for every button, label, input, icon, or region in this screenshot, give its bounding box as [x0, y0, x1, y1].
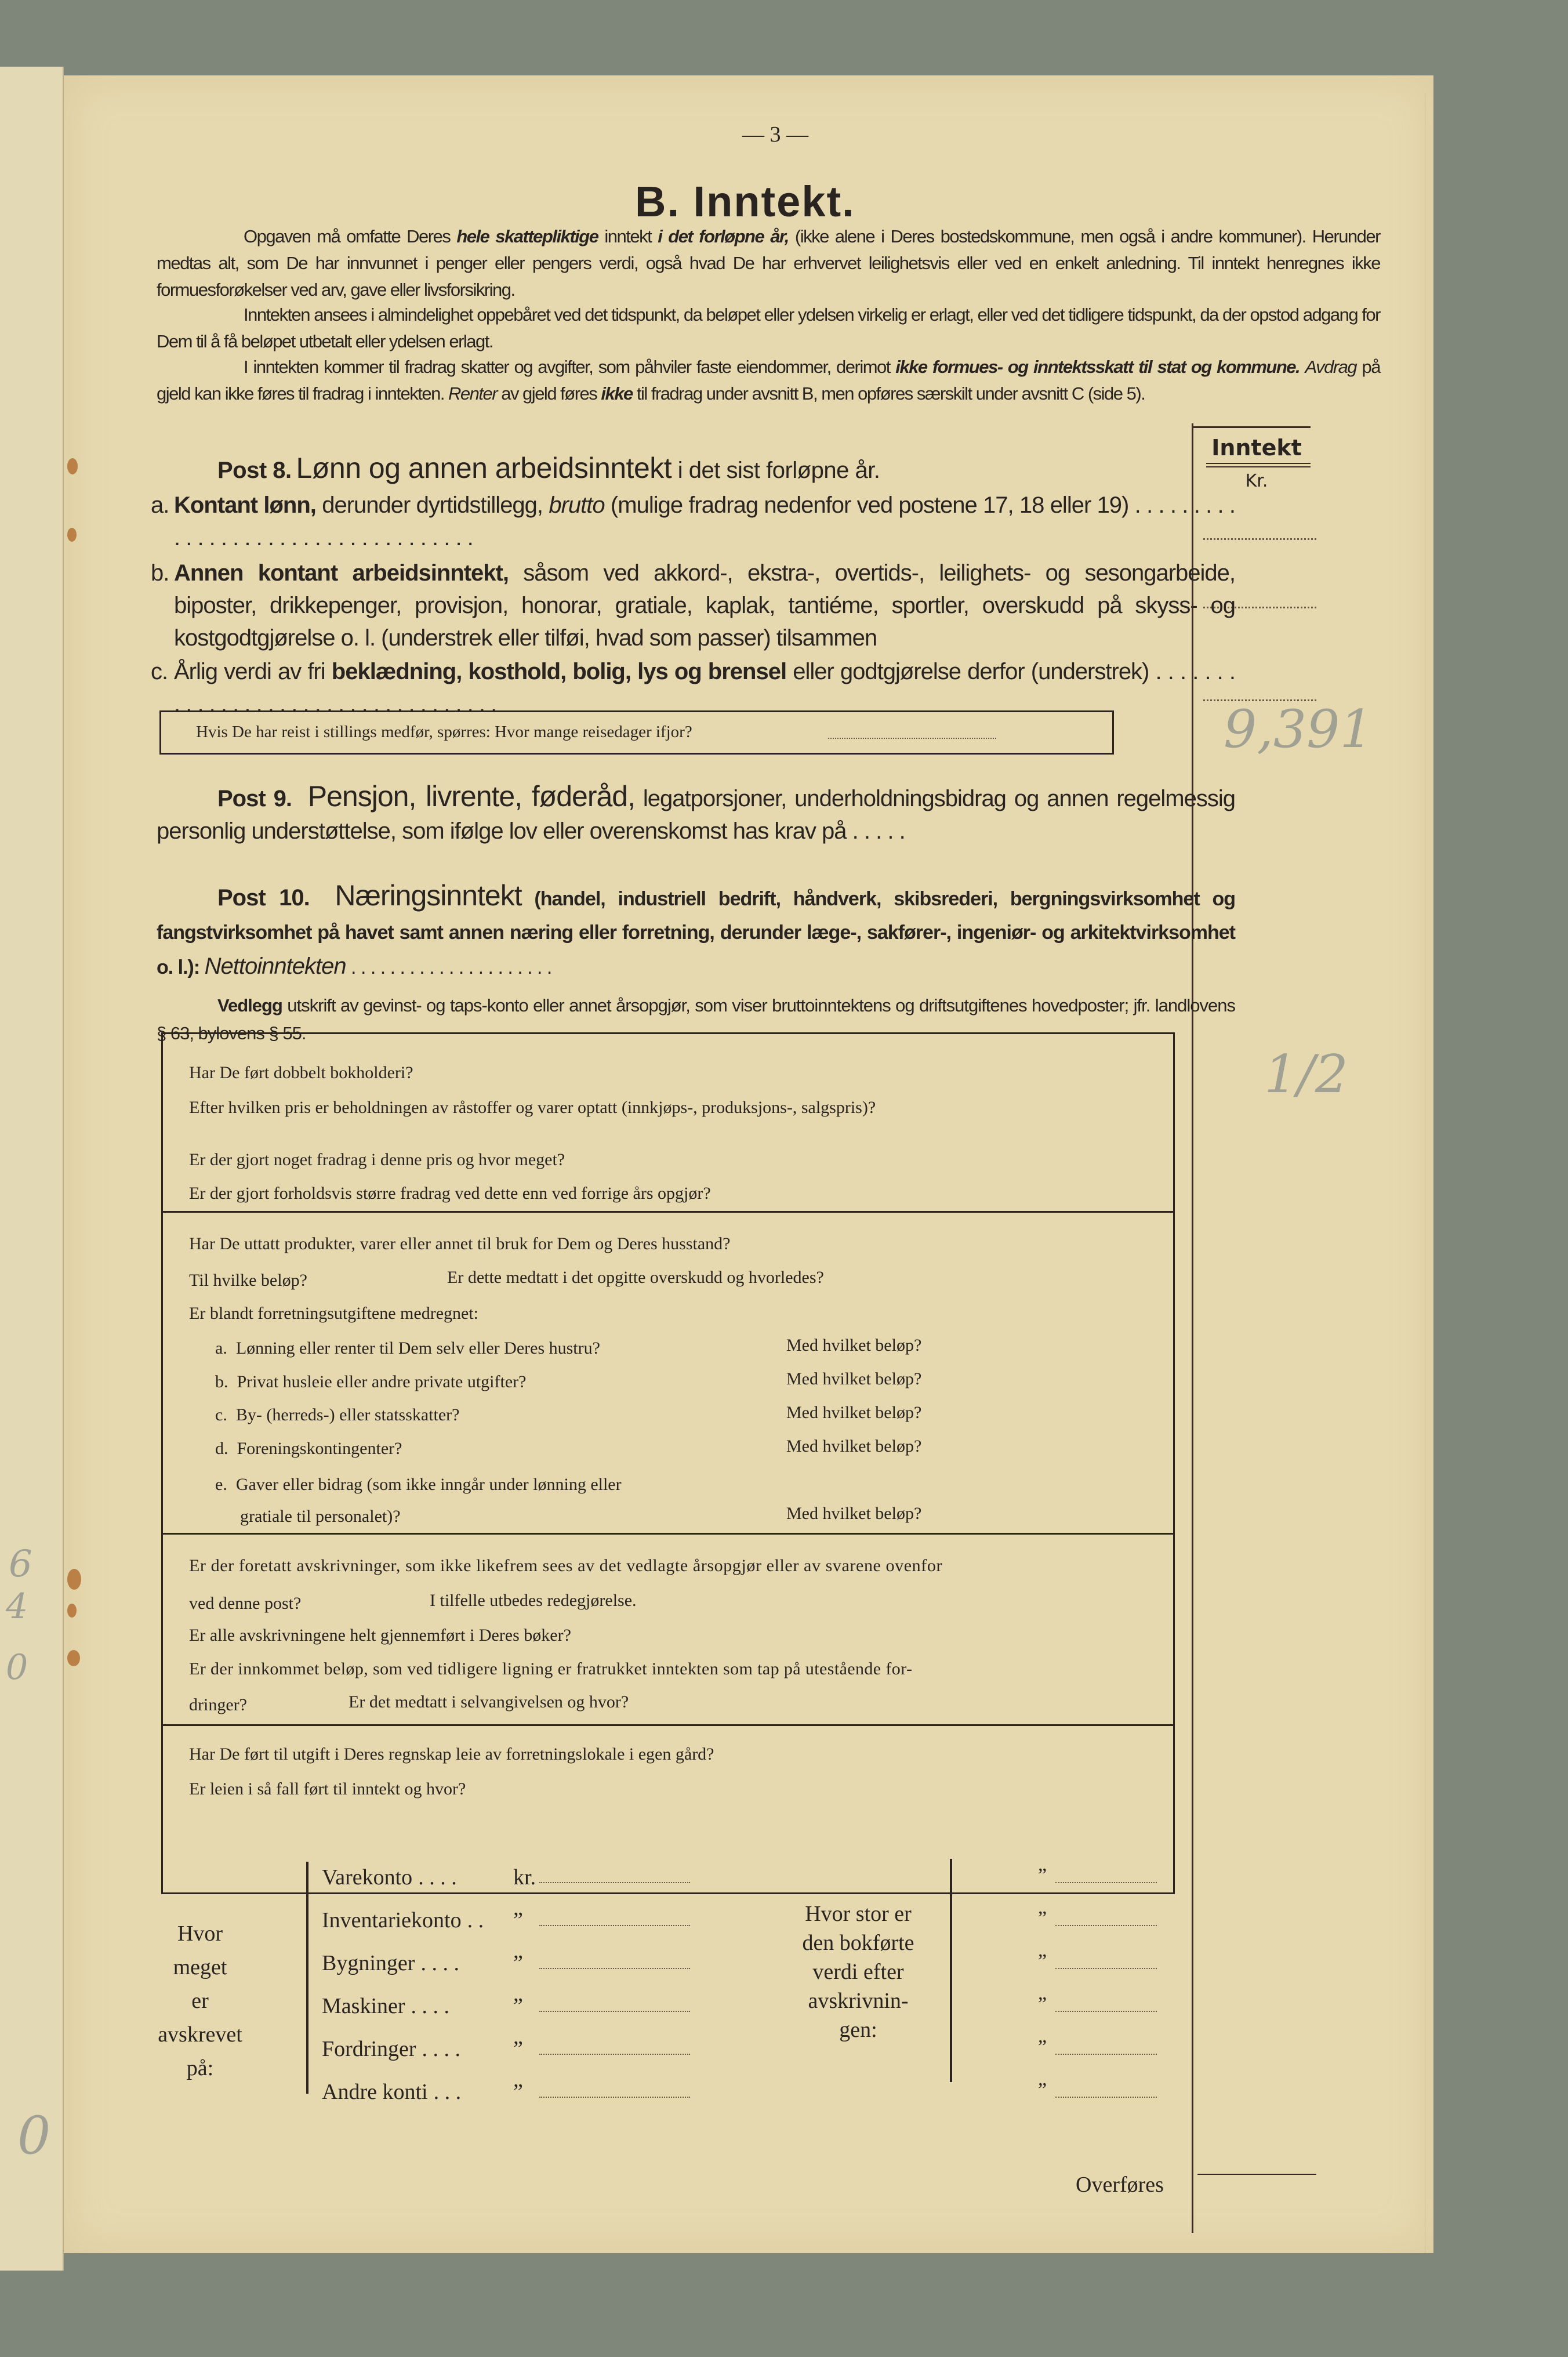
section-title: B. Inntekt. [635, 177, 855, 226]
depreciation-amount-field[interactable] [539, 1968, 690, 1969]
column-header-inntekt: Inntekt [1211, 435, 1302, 460]
handwritten-left-4: 4 [6, 1586, 28, 1627]
brace-left [306, 1862, 308, 2094]
text: derunder dyrtidstillegg, [315, 492, 549, 518]
q-depreciation: Er der foretatt avskrivninger, som ikke likefrem sees av det vedlagte årsopgjør eller av svarene ovenfor [189, 1556, 943, 1575]
column-header-rule [1206, 463, 1311, 464]
q-larger-deduction: Er der gjort forholdsvis større fradrag ved dette enn ved forrige års opgjør? [189, 1184, 711, 1203]
q-included-where: Er det medtatt i selvangivelsen og hvor? [349, 1692, 629, 1711]
column-unit: Kr. [1245, 471, 1268, 491]
account-row [322, 1950, 523, 1976]
depreciation-amount-field[interactable] [539, 2011, 690, 2012]
post9: Post 9. Pensjon, livrente, føderåd, legatporsjoner, underholdningsbidrag og annen regelmessig personlig understøttelse, som ifølge lov eller overenskomst has krav på . . . . . [157, 780, 1235, 844]
account-row [322, 1993, 523, 2019]
divider [163, 1533, 1173, 1535]
book-value-field[interactable] [1055, 1968, 1157, 1969]
handwritten-left-6: 6 [9, 1543, 32, 1586]
intro-paragraph-3 [157, 354, 1380, 407]
leader-dots: . . . . [420, 1951, 459, 1975]
q-withdrawn-goods: Har De uttatt produkter, varer eller annet til bruk for Dem og Deres husstand? [189, 1234, 731, 1253]
text: av gjeld føres [497, 383, 601, 404]
stain [67, 458, 78, 474]
unit: ” [513, 1951, 523, 1975]
q-included: Er dette medtatt i det opgitte overskudd og hvorledes? [447, 1268, 824, 1287]
expense-item-d [215, 1439, 402, 1459]
account-name: Maskiner [322, 1994, 405, 2018]
label-line: avskrivnin- [808, 1989, 909, 2013]
emphasis: ikke formues- og inntektsskatt til stat og kommune. [895, 357, 1300, 377]
stain [67, 1604, 77, 1618]
business-questions-box [161, 1032, 1175, 1894]
text: (handel, industriell bedrift, håndverk, skibsrederi, bergningsvirksomhet og fangstvirksomhet på havet samt annen næring eller forretning, derunder læge-, sakfører-, ingeniør- og arkitektvirksomhet o. l.): [157, 888, 1235, 978]
handwritten-fraction: 1/2 [1264, 1044, 1348, 1105]
travel-question-box [159, 710, 1114, 755]
item-bold: Annen kontant arbeidsinntekt, [174, 560, 509, 586]
travel-days-field[interactable] [828, 738, 996, 739]
account-name: Varekonto [322, 1865, 413, 1890]
handwritten-left-bottom: 0 [17, 2105, 51, 2166]
page-number: — 3 — [742, 122, 808, 147]
text: eller godtgjørelse derfor (understrek) [786, 659, 1149, 684]
text: (ikke alene i Deres bostedskommune, men også i andre kommuner). Herunder medtas alt, som De har innvunnet i penger eller pengers verdi, også hvad De har erhvervet leilighetsvis eller ved en enkelt anledning. Til inntekt henregnes ikke formuesforøkelser ved arv, gave eller livsforsikring. [157, 226, 1380, 300]
text: I inntekten kommer til fradrag skatter og avgifter, som påhviler faste eiendommer, derimot [244, 357, 896, 377]
emphasis: brutto [549, 492, 605, 518]
amount-question-b: Med hvilket beløp? [786, 1369, 922, 1388]
depreciation-amount-field[interactable] [539, 2097, 690, 2098]
amount-question-c: Med hvilket beløp? [786, 1403, 922, 1422]
expense-item-e [215, 1475, 622, 1495]
handwritten-amount: 9,391 [1224, 699, 1373, 760]
item-letter: a. [215, 1339, 227, 1358]
text: Årlig verdi av fri [174, 659, 332, 684]
book-value-field[interactable] [1055, 1882, 1157, 1883]
amount-question-a: Med hvilket beløp? [786, 1336, 922, 1355]
label-line: på: [186, 2056, 214, 2080]
depreciation-right-label [800, 1899, 916, 2044]
amount-question-e: Med hvilket beløp? [786, 1504, 922, 1523]
emphasis: i det forløpne år, [658, 226, 789, 246]
ditto-mark: ” [1038, 1908, 1047, 1929]
item-letter: e. [215, 1475, 227, 1494]
emphasis: Nettoinntekten [204, 953, 346, 979]
intro-paragraph-1 [157, 223, 1380, 303]
brace-right [950, 1859, 952, 2082]
account-name: Inventariekonto [322, 1908, 462, 1932]
q-recovered-loss: Er der innkommet beløp, som ved tidligere ligning er fratrukket inntekten som tap på utestående for- [189, 1659, 913, 1678]
text: inntekt [598, 226, 658, 246]
text: (mulige fradrag nedenfor ved postene 17, 18 eller 19) [604, 492, 1129, 518]
text: legatporsjoner, underholdningsbidrag og annen regelmessig personlig understøttelse, som ifølge lov eller overenskomst has krav på [157, 786, 1235, 844]
handwritten-left-0: 0 [6, 1647, 28, 1688]
account-row [322, 1865, 536, 1890]
total-rule [1197, 2174, 1316, 2175]
travel-question: Hvis De har reist i stillings medfør, spørres: Hvor mange reisedager ifjor? [196, 723, 692, 741]
emphasis: hele skattepliktige [456, 226, 598, 246]
q-expenses-intro: Er blandt forretningsutgiftene medregnet: [189, 1304, 478, 1323]
expense-item-e-cont: gratiale til personalet)? [240, 1507, 401, 1526]
expense-item-c [215, 1405, 460, 1425]
post-label: Post 9. [217, 786, 292, 811]
item-letter: c. [215, 1405, 227, 1424]
divider [163, 1724, 1173, 1726]
q-price-deduction: Er der gjort noget fradrag i denne pris og hvor meget? [189, 1150, 565, 1169]
q-inventory-price: Efter hvilken pris er beholdningen av råstoffer og varer optatt (innkjøps-, produksjons-, salgspris)? [189, 1098, 876, 1117]
text: til fradrag under avsnitt B, men opføres særskilt under avsnitt C (side 5). [632, 383, 1145, 404]
book-value-field[interactable] [1055, 2054, 1157, 2055]
account-name: Bygninger [322, 1951, 415, 1975]
unit: ” [513, 1908, 523, 1932]
unit: ” [513, 2037, 523, 2061]
ditto-mark: ” [1038, 1993, 1047, 2015]
ditto-mark: ” [1038, 2036, 1047, 2058]
post-title: Næringsinntekt [335, 879, 522, 912]
depreciation-left-label [151, 1917, 249, 2085]
ditto-mark: ” [1038, 1865, 1047, 1886]
leader-dots: . . . . [422, 2037, 461, 2061]
stain [67, 1650, 80, 1666]
account-name: Fordringer [322, 2037, 416, 2061]
text: Gaver eller bidrag (som ikke inngår under lønning eller [235, 1475, 622, 1494]
item-letter: b. [215, 1372, 228, 1391]
post-title: Lønn og annen arbeidsinntekt [296, 452, 672, 484]
label-line: den bokførte [802, 1931, 914, 1955]
depreciation-amount-field[interactable] [539, 1925, 690, 1926]
label-line: verdi efter [812, 1960, 904, 1984]
account-row [322, 1908, 523, 1933]
q-explanation: I tilfelle utbedes redegjørelse. [430, 1591, 637, 1610]
book-value-field[interactable] [1055, 1925, 1157, 1926]
post10: Post 10. Næringsinntekt (handel, industriell bedrift, håndverk, skibsrederi, bergningsvirksomhet og fangstvirksomhet på havet samt annen næring eller forretning, derunder læge-, sakfører-, ingeniør- og arkitektvirksomhet o. l.): Nettoinntekten . . . . . . . . . . . . . . . . . . . . . [157, 879, 1235, 979]
item-bold: beklædning, kosthold, bolig, lys og brensel [331, 659, 787, 684]
post8-item-a: a. Kontant lønn, derunder dyrtidstillegg, brutto (mulige fradrag nedenfor ved postene 17, 18 eller 19) . . . . . . . . . . . . . . . . . . . . . . . . . . . . . . . . . . . [174, 489, 1235, 554]
depreciation-amount-field[interactable] [539, 1882, 690, 1883]
leader-dots: . . [467, 1908, 484, 1932]
text: Opgaven må omfatte Deres [244, 226, 457, 246]
account-row [322, 2036, 523, 2062]
text: på gjeld kan ikke føres til fradrag i inntekten. [157, 357, 1380, 404]
q-depreciation-post: ved denne post? [189, 1594, 302, 1613]
q-recovered-loss-cont: dringer? [189, 1695, 247, 1714]
intro-paragraph-2: Inntekten ansees i almindelighet oppebåret ved det tidspunkt, da beløpet eller ydelsen virkelig er erlagt, eller ved det tidligere tidspunkt, da der opstod adgang for Dem til å få beløpet utbetalt eller ydelsen erlagt. [157, 304, 1380, 351]
text: såsom ved akkord-, ekstra-, overtids-, leilighets- og sesongarbeide, biposter, drikkepenger, provisjon, honorar, gratiale, kaplak, tantiéme, sportler, overskudd på skyss- og kostgodtgjørelse o. l. (understrek eller tilføi, hvad som passer) tilsammen [174, 560, 1236, 651]
label-line: gen: [839, 2018, 877, 2042]
text: Foreningskontingenter? [237, 1439, 402, 1458]
post8-item-b [151, 557, 1236, 654]
post8-item-c: c. Årlig verdi av fri beklædning, kosthold, bolig, lys og brensel eller godtgjørelse derfor (understrek) . . . . . . . . . . . . . . . . . . . . . . . . . . . . . . . . . . . [174, 655, 1235, 720]
depreciation-amount-field[interactable] [539, 2054, 690, 2055]
unit: ” [513, 2080, 523, 2104]
facing-page-edge [0, 67, 64, 2271]
emphasis: Avdrag [1305, 357, 1357, 377]
item-letter: b. [151, 560, 169, 586]
stain [67, 528, 77, 542]
post-label: Post 10. [217, 885, 310, 911]
post-label: Post 8. [217, 458, 292, 483]
leader-dots: . . . [433, 2080, 462, 2104]
unit: kr. [513, 1865, 536, 1890]
text: Privat husleie eller andre private utgifter? [237, 1372, 527, 1391]
item-bold: Kontant lønn, [174, 492, 316, 518]
q-depreciation-books: Er alle avskrivningene helt gjennemført i Deres bøker? [189, 1626, 571, 1645]
account-row [322, 2079, 523, 2105]
label-line: Hvor stor er [805, 1902, 912, 1926]
emphasis: ikke [601, 383, 633, 404]
divider [163, 1211, 1173, 1213]
text: By- (herreds-) eller statsskatter? [235, 1405, 460, 1424]
carry-forward-label: Overføres [1076, 2173, 1164, 2197]
book-value-field[interactable] [1055, 2011, 1157, 2012]
document-page [64, 75, 1433, 2253]
text [1300, 357, 1305, 377]
expense-item-a [215, 1339, 600, 1358]
q-double-bookkeeping: Har De ført dobbelt bokholderi? [189, 1063, 413, 1082]
text: utskrift av gevinst- og taps-konto eller annet årsopgjør, som viser bruttoinntektens og driftsutgiftenes hovedposter; jfr. landlovens § 63, bylovens § 55. [157, 995, 1235, 1043]
column-header-rule [1206, 466, 1311, 467]
ditto-mark: ” [1038, 1950, 1047, 1972]
q-rent-own-property: Har De ført til utgift i Deres regnskap leie av forretningslokale i egen gård? [189, 1745, 714, 1764]
post-title: Pensjon, livrente, føderåd, [307, 780, 635, 813]
amount-question-d: Med hvilket beløp? [786, 1437, 922, 1456]
q-amount: Til hvilke beløp? [189, 1271, 307, 1290]
label-line: Hvor meget [173, 1921, 227, 1979]
item-letter: a. [151, 492, 169, 518]
label-line: er avskrevet [158, 1989, 242, 2047]
account-name: Andre konti [322, 2080, 428, 2104]
stain [67, 1569, 81, 1590]
post-title-rest: i det sist forløpne år. [672, 458, 880, 483]
q-rent-income: Er leien i så fall ført til inntekt og hvor? [189, 1779, 466, 1798]
column-top-rule [1192, 426, 1311, 428]
unit: ” [513, 1994, 523, 2018]
expense-item-b [215, 1372, 526, 1392]
item-letter: c. [151, 659, 168, 684]
leader-dots: . . . . [411, 1994, 450, 2018]
item-letter: d. [215, 1439, 228, 1458]
post8-heading [217, 451, 880, 485]
leader-dots: . . . . [418, 1865, 457, 1890]
attachment-label: Vedlegg [217, 995, 282, 1016]
book-value-field[interactable] [1055, 2097, 1157, 2098]
emphasis: Renter [448, 383, 498, 404]
text: Lønning eller renter til Dem selv eller Deres hustru? [235, 1339, 600, 1358]
ditto-mark: ” [1038, 2079, 1047, 2101]
